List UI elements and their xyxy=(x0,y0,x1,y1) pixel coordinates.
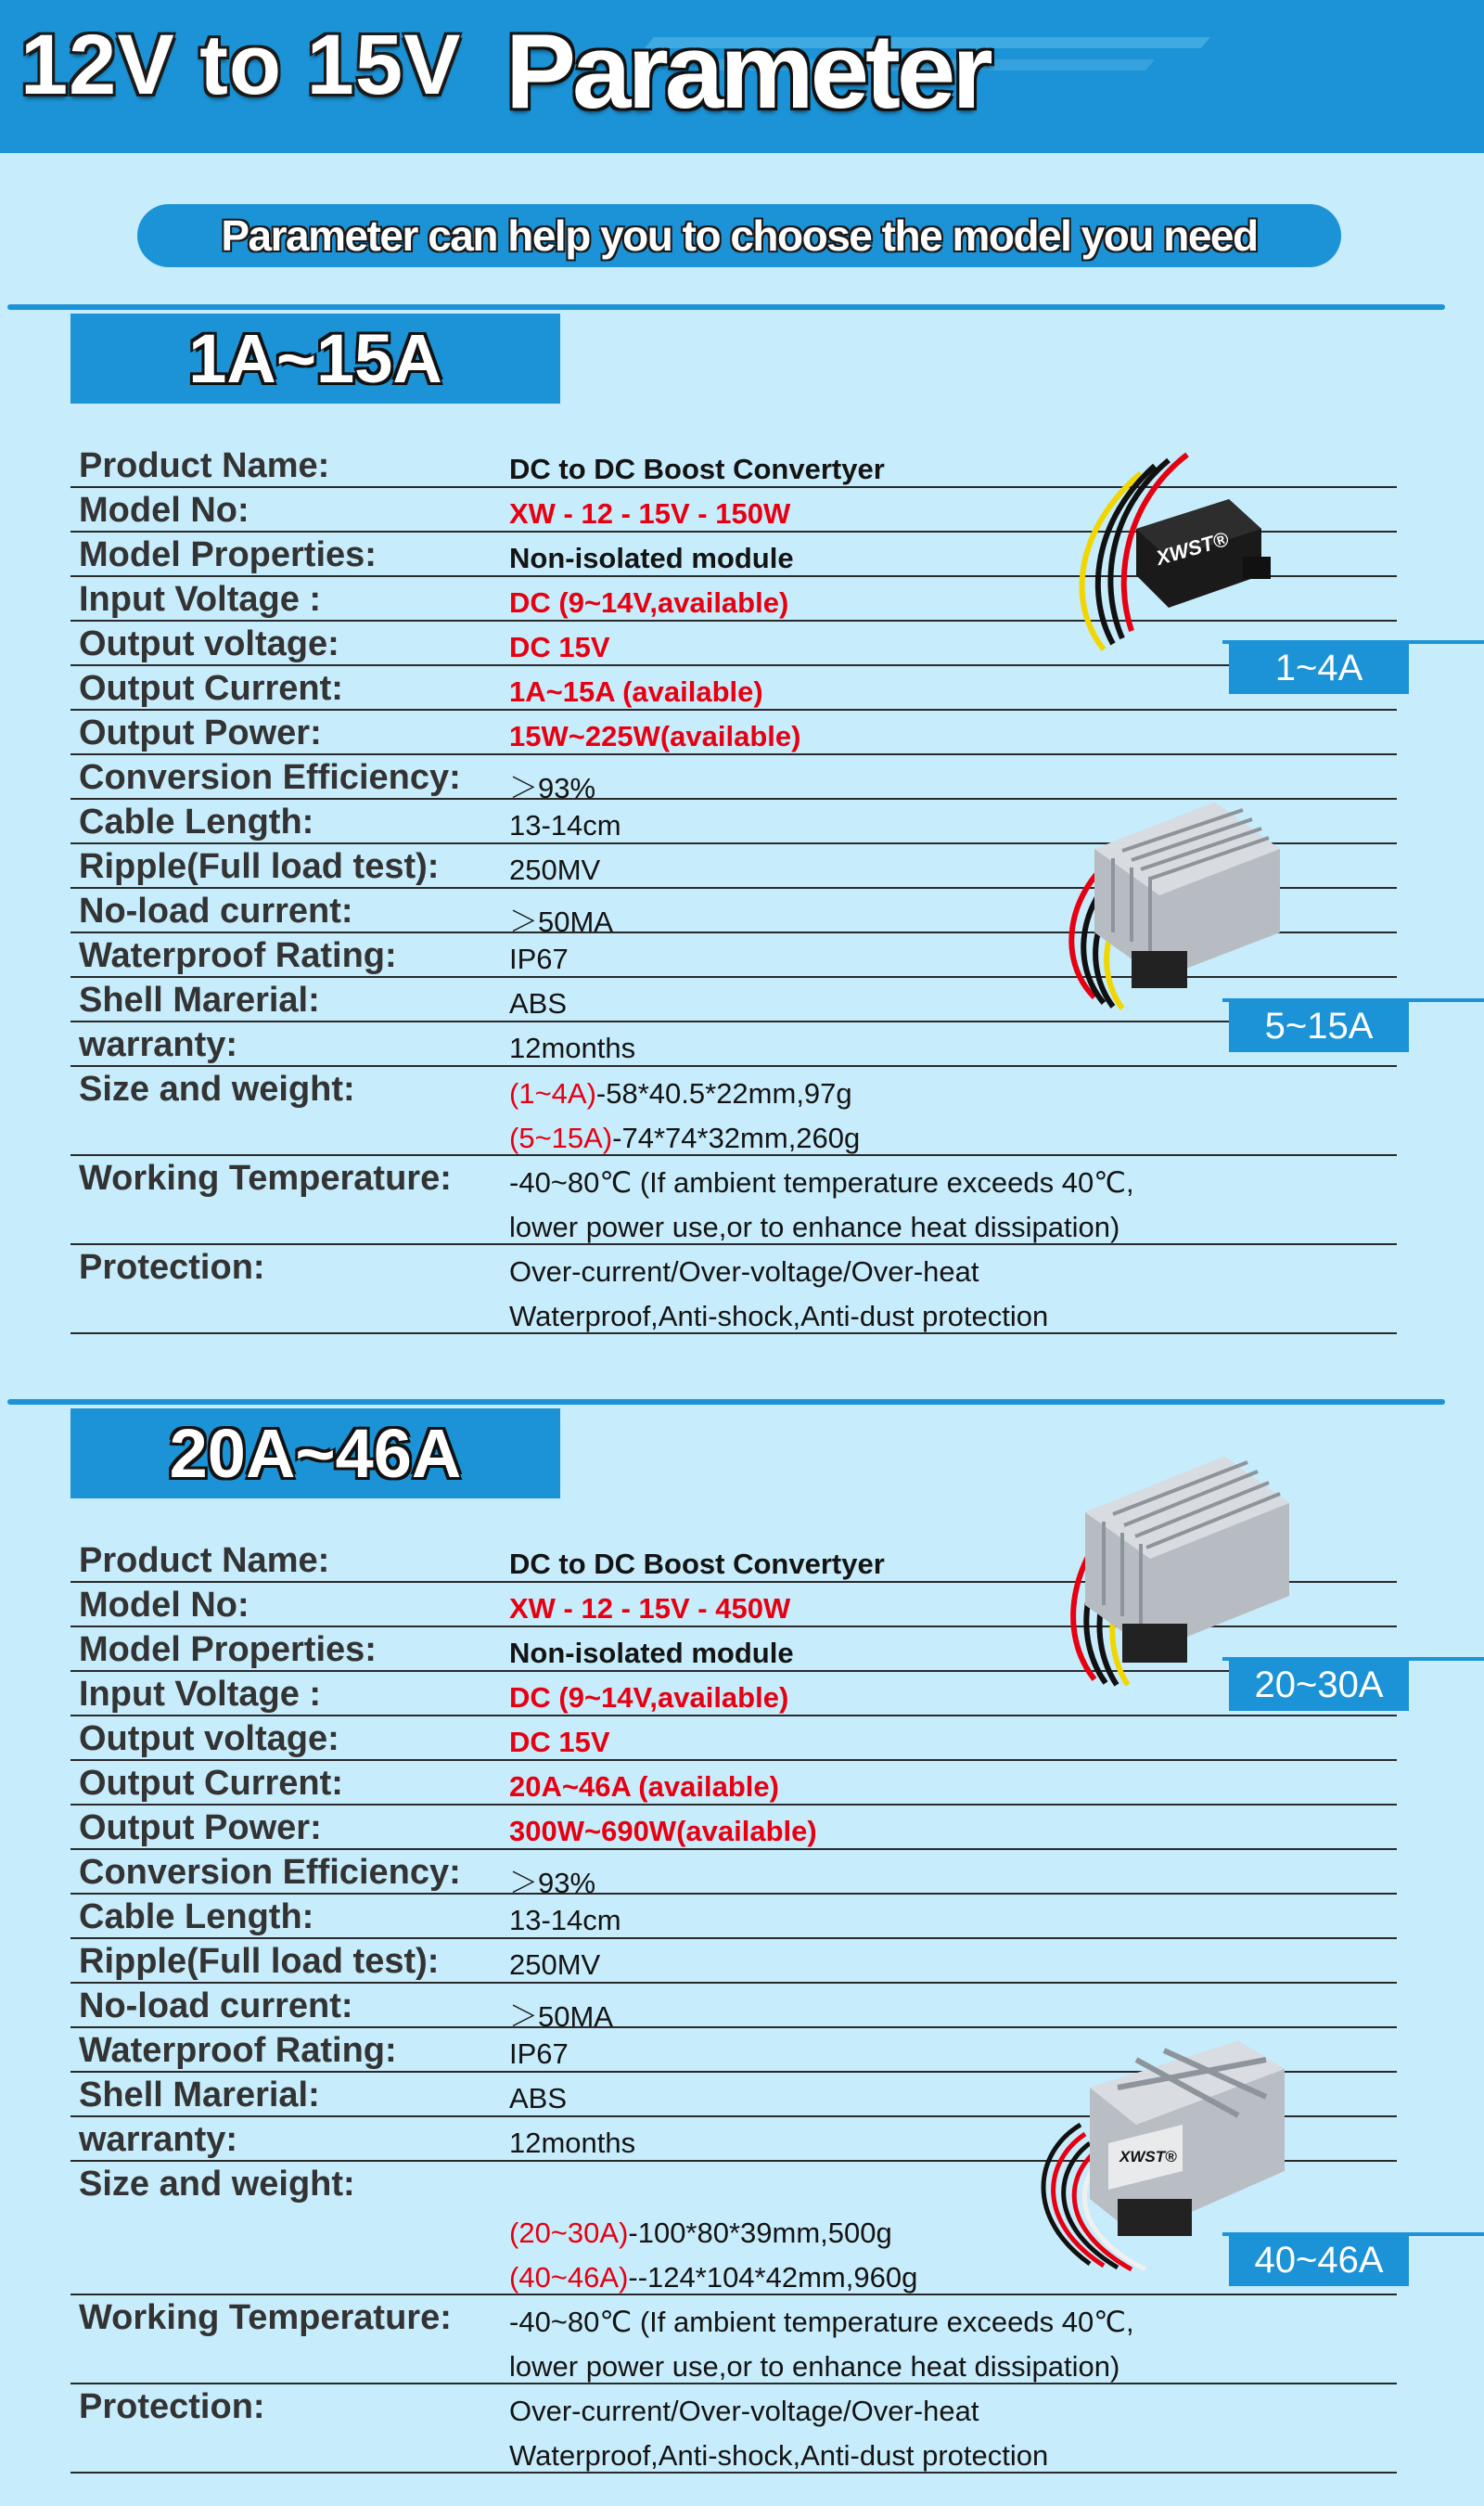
row-label: Output voltage: xyxy=(79,1719,339,1758)
table-row xyxy=(70,1022,1397,1067)
product-image-5-15a xyxy=(1057,793,1289,1016)
row-label: Cable Length: xyxy=(79,1897,314,1936)
row-value: DC 15V xyxy=(509,631,610,663)
value-line: Over-current/Over-voltage/Over-heat xyxy=(509,2395,979,2427)
value-line: Over-current/Over-voltage/Over-heat xyxy=(509,1255,979,1288)
row-value: 250MV xyxy=(509,1948,601,1981)
row-value: DC 15V xyxy=(509,1726,610,1758)
row-label: No-load current: xyxy=(79,1986,353,2025)
product-image-1-4a xyxy=(1048,445,1271,659)
row-label: Model No: xyxy=(79,491,249,530)
section-tab-1 xyxy=(70,314,560,404)
row-label: Output Power: xyxy=(79,1808,322,1847)
row-label: Waterproof Rating: xyxy=(79,2031,397,2070)
product-image-20-30a xyxy=(1057,1447,1298,1689)
row-value: 13-14cm xyxy=(509,809,621,842)
row-label: warranty: xyxy=(79,1025,238,1064)
row-value: ＞50MA xyxy=(509,2000,613,2033)
row-value xyxy=(509,1165,1134,1254)
row-value: 20A~46A (available) xyxy=(509,1770,779,1803)
row-label: Input Voltage : xyxy=(79,580,322,619)
row-value: DC to DC Boost Convertyer xyxy=(509,1548,885,1580)
row-value: IP67 xyxy=(509,943,569,975)
row-label: Size and weight: xyxy=(79,1070,355,1109)
row-label: Model No: xyxy=(79,1586,249,1625)
size-line-1 xyxy=(509,2216,917,2260)
row-value: 250MV xyxy=(509,854,601,886)
row-label: Conversion Efficiency: xyxy=(79,1853,461,1892)
table-row xyxy=(70,1245,1397,1334)
row-label: Protection: xyxy=(79,1248,265,1287)
section-tab-2 xyxy=(70,1408,560,1498)
subtitle-text: Parameter can help you to choose the model you need xyxy=(221,212,1258,260)
row-label: Output Power: xyxy=(79,713,322,752)
row-value: DC (9~14V,available) xyxy=(509,586,789,619)
row-label: Ripple(Full load test): xyxy=(79,1942,440,1981)
row-label: Model Properties: xyxy=(79,535,377,574)
row-label: Output voltage: xyxy=(79,624,339,663)
row-label: Product Name: xyxy=(79,446,330,485)
row-value xyxy=(509,2394,1048,2483)
row-label: Protection: xyxy=(79,2387,265,2426)
table-row xyxy=(70,1761,1397,1806)
row-value: DC to DC Boost Convertyer xyxy=(509,453,885,485)
value-line: Waterproof,Anti-shock,Anti-dust protection xyxy=(509,2439,1049,2472)
table-row xyxy=(70,2295,1397,2384)
row-label: Shell Marerial: xyxy=(79,981,320,1020)
size-spec: -100*80*39mm,500g xyxy=(628,2217,892,2249)
value-line: Waterproof,Anti-shock,Anti-dust protection xyxy=(509,1300,1049,1332)
row-label: Working Temperature: xyxy=(79,2298,452,2337)
row-value: Non-isolated module xyxy=(509,1637,794,1669)
size-model-range: (5~15A) xyxy=(509,1122,613,1154)
row-label: Input Voltage : xyxy=(79,1675,322,1714)
row-label: Output Current: xyxy=(79,669,343,708)
row-value: XW - 12 - 15V - 150W xyxy=(509,497,791,530)
row-value: 12months xyxy=(509,2127,636,2159)
table-row xyxy=(70,2384,1397,2474)
subtitle-pill xyxy=(137,204,1341,267)
table-row xyxy=(70,1850,1397,1899)
size-spec: -58*40.5*22mm,97g xyxy=(595,1077,852,1110)
row-label: Model Properties: xyxy=(79,1630,377,1669)
table-row xyxy=(70,1939,1397,1984)
header-title-left: 12V to 15V xyxy=(20,18,462,112)
row-label: Waterproof Rating: xyxy=(79,936,397,975)
row-value xyxy=(509,1076,860,1165)
product-logo: XWST® xyxy=(1119,2148,1177,2165)
row-label: Ripple(Full load test): xyxy=(79,847,440,886)
row-value: 12months xyxy=(509,1032,636,1064)
row-label: Cable Length: xyxy=(79,803,314,842)
row-value: ＞93% xyxy=(509,1867,596,1899)
size-model-range: (20~30A) xyxy=(509,2217,629,2249)
row-value xyxy=(509,2216,917,2305)
table-row xyxy=(70,666,1397,711)
row-value: 300W~690W(available) xyxy=(509,1815,817,1847)
row-label: No-load current: xyxy=(79,892,353,931)
table-row xyxy=(70,1984,1397,2033)
table-row xyxy=(70,1806,1397,1850)
row-label: Product Name: xyxy=(79,1541,330,1580)
product-tag-1-4a: 1~4A xyxy=(1229,642,1409,694)
row-value: 15W~225W(available) xyxy=(509,720,801,752)
value-line: lower power use,or to enhance heat dissipation) xyxy=(509,2350,1120,2383)
row-value: IP67 xyxy=(509,2037,569,2070)
row-value: ABS xyxy=(509,987,568,1020)
table-row xyxy=(70,1716,1397,1761)
size-model-range: (40~46A) xyxy=(509,2261,629,2294)
row-label: Shell Marerial: xyxy=(79,2075,320,2114)
header-banner xyxy=(0,0,1484,153)
row-value: Non-isolated module xyxy=(509,542,794,574)
row-value: 1A~15A (available) xyxy=(509,675,763,708)
row-label: warranty: xyxy=(79,2120,238,2159)
row-value xyxy=(509,2305,1134,2394)
product-logo: XWST® xyxy=(1153,527,1232,571)
row-label: Size and weight: xyxy=(79,2165,355,2204)
value-line: -40~80℃ (If ambient temperature exceeds 40℃, xyxy=(509,1166,1134,1199)
row-value: XW - 12 - 15V - 450W xyxy=(509,1592,791,1625)
row-label: Conversion Efficiency: xyxy=(79,758,461,797)
row-label: Output Current: xyxy=(79,1764,343,1803)
value-line: lower power use,or to enhance heat dissipation) xyxy=(509,1211,1120,1243)
table-row xyxy=(70,1156,1397,1245)
value-line: -40~80℃ (If ambient temperature exceeds 40℃, xyxy=(509,2306,1134,2338)
size-model-range: (1~4A) xyxy=(509,1077,596,1110)
product-tag-40-46a: 40~46A xyxy=(1229,2234,1409,2286)
row-value: DC (9~14V,available) xyxy=(509,1681,789,1714)
header-title-right: Parameter xyxy=(505,13,990,131)
row-value: ＞50MA xyxy=(509,906,613,938)
table-row xyxy=(70,1895,1397,1939)
row-value: 13-14cm xyxy=(509,1904,621,1936)
size-line-1 xyxy=(509,1076,860,1121)
row-value: ABS xyxy=(509,2082,568,2114)
row-value xyxy=(509,1254,1048,1343)
table-row xyxy=(70,1067,1397,1156)
section-tab-label: 1A~15A xyxy=(188,320,442,397)
size-spec: --124*104*42mm,960g xyxy=(628,2261,918,2294)
product-tag-20-30a: 20~30A xyxy=(1229,1659,1409,1711)
size-spec: -74*74*32mm,260g xyxy=(612,1122,861,1154)
row-value: ＞93% xyxy=(509,772,596,804)
section-tab-label: 20A~46A xyxy=(169,1415,462,1492)
product-tag-5-15a: 5~15A xyxy=(1229,1000,1409,1052)
section-divider xyxy=(7,304,1445,310)
table-row xyxy=(70,711,1397,755)
row-label: Working Temperature: xyxy=(79,1159,452,1198)
section-divider xyxy=(7,1399,1445,1405)
